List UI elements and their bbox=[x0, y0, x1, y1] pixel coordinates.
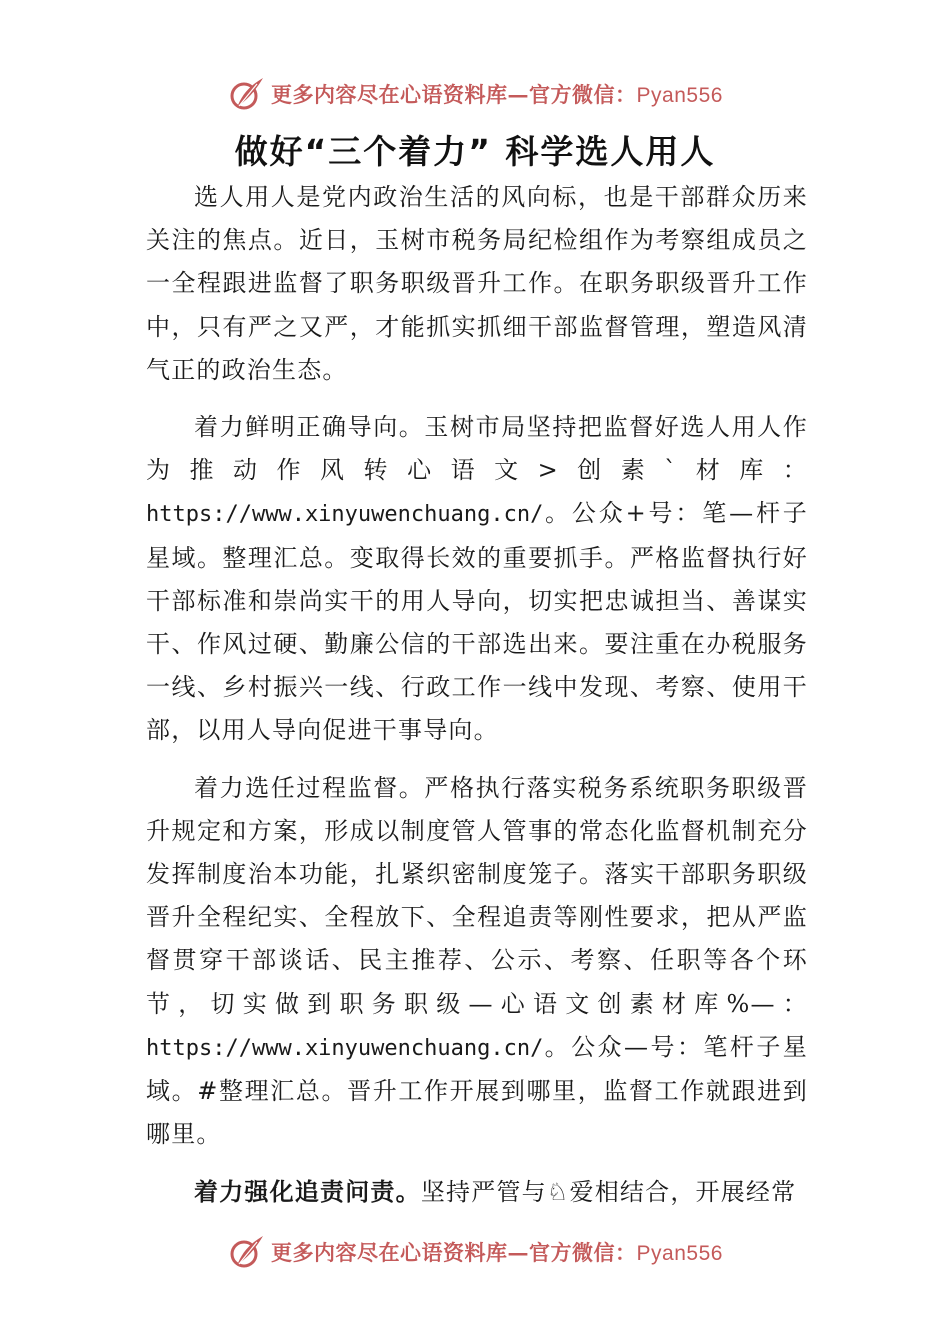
paragraph-1: 选人用人是党内政治生活的风向标，也是干部群众历来关注的焦点。近日，玉树市税务局纪检组作为考察组成员之一全程跟进监督了职务职级晋升工作。在职务职级晋升工作中，只有严之又严，才能抓实抓细干部监督管理，塑造风清气正的政治生态。 bbox=[146, 183, 808, 384]
paragraph-4-text: 坚持严管与♘爱相结合，开展经常 bbox=[420, 1178, 797, 1207]
paragraph-2-url: https://www.xinyuwenchuang.cn/ bbox=[146, 502, 544, 528]
feather-logo-icon bbox=[227, 1232, 267, 1272]
paragraph-4-lead: 着力强化追责问责。 bbox=[194, 1177, 421, 1207]
header-banner-wechat: Pyan556 bbox=[636, 84, 723, 107]
paragraph-4 bbox=[146, 1170, 808, 1214]
paragraph-2 bbox=[146, 406, 808, 753]
header-banner-text bbox=[271, 79, 723, 109]
paragraph-3-text-b: 。公众—号：笔杆子星域。#整理汇总。晋升工作开展到哪里，监督工作就跟进到哪里。 bbox=[146, 1032, 808, 1149]
page-title: 做好“三个着力” 科学选人用人 bbox=[234, 132, 716, 171]
feather-logo-icon bbox=[227, 74, 267, 114]
header-banner-main: 更多内容尽在心语资料库—官方微信： bbox=[271, 82, 637, 107]
header-banner bbox=[0, 72, 950, 116]
footer-banner bbox=[0, 1230, 950, 1274]
paragraph-3 bbox=[146, 767, 808, 1157]
paragraph-3-url: https://www.xinyuwenchuang.cn/ bbox=[146, 1035, 544, 1061]
paragraph-2-text-b: 。公众+号：笔—杆子星域。整理汇总。变取得长效的重要抓手。严格监督执行好干部标准和崇尚实干的用人导向，切实把忠诚担当、善谋实干、作风过硬、勤廉公信的干部选出来。要注重在办税服务一线、乡村振兴一线、行政工作一线中发现、考察、使用干部，以用人导向促进干事导向。 bbox=[146, 499, 808, 745]
paragraph-2-text-a: 着力鲜明正确导向。玉树市局坚持把监督好选人用人作为推动作风转心语文>创素`材库： bbox=[146, 413, 808, 485]
footer-banner-wechat: Pyan556 bbox=[636, 1242, 723, 1265]
footer-banner-main: 更多内容尽在心语资料库—官方微信： bbox=[271, 1240, 637, 1265]
document-body bbox=[146, 176, 808, 1215]
footer-banner-text bbox=[271, 1237, 723, 1267]
paragraph-3-text-a: 着力选任过程监督。严格执行落实税务系统职务职级晋升规定和方案，形成以制度管人管事的常态化监督机制充分发挥制度治本功能，扎紧织密制度笼子。落实干部职务职级晋升全程纪实、全程放下、全程追责等刚性要求，把从严监督贯穿干部谈话、民主推荐、公示、考察、任职等各个环节，切实做到职务职级—心语文创素材库%—： bbox=[146, 773, 808, 1018]
